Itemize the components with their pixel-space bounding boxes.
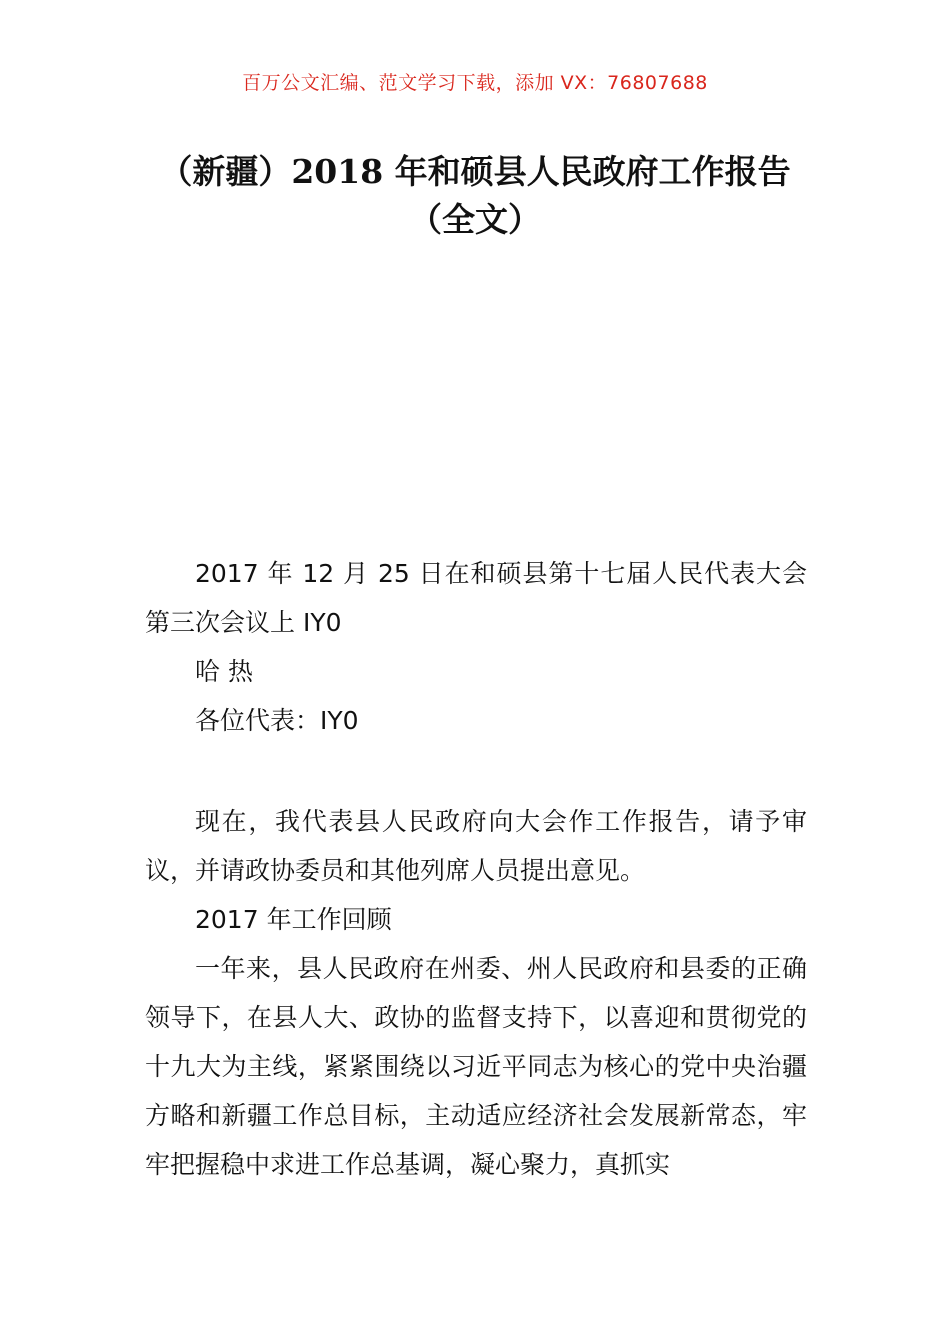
title-line-2: （全文）: [409, 200, 541, 239]
section-heading: 2017 年工作回顾: [195, 905, 392, 934]
intro-block: [145, 549, 807, 745]
main-body-block: [145, 797, 807, 1189]
salutation: 各位代表：IY0: [195, 706, 359, 735]
header-watermark-note: 百万公文汇编、范文学习下载，添加 VX：76807688: [242, 72, 708, 94]
speaker-name: 哈 热: [195, 657, 253, 686]
review-paragraph: 一年来，县人民政府在州委、州人民政府和县委的正确领导下，在县人大、政协的监督支持下，以喜迎和贯彻党的十九大为主线，紧紧围绕以习近平同志为核心的党中央治疆方略和新疆工作总目标，主动适应经济社会发展新常态，牢牢把握稳中求进工作总基调，凝心聚力，真抓实: [145, 954, 807, 1179]
document-title: [120, 148, 830, 244]
title-line-1: （新疆）2018 年和硕县人民政府工作报告: [159, 152, 791, 191]
meeting-info-paragraph: 2017 年 12 月 25 日在和硕县第十七届人民代表大会第三次会议上 IY0: [145, 559, 807, 637]
opening-paragraph: 现在，我代表县人民政府向大会作工作报告，请予审议，并请政协委员和其他列席人员提出意见。: [145, 807, 807, 885]
